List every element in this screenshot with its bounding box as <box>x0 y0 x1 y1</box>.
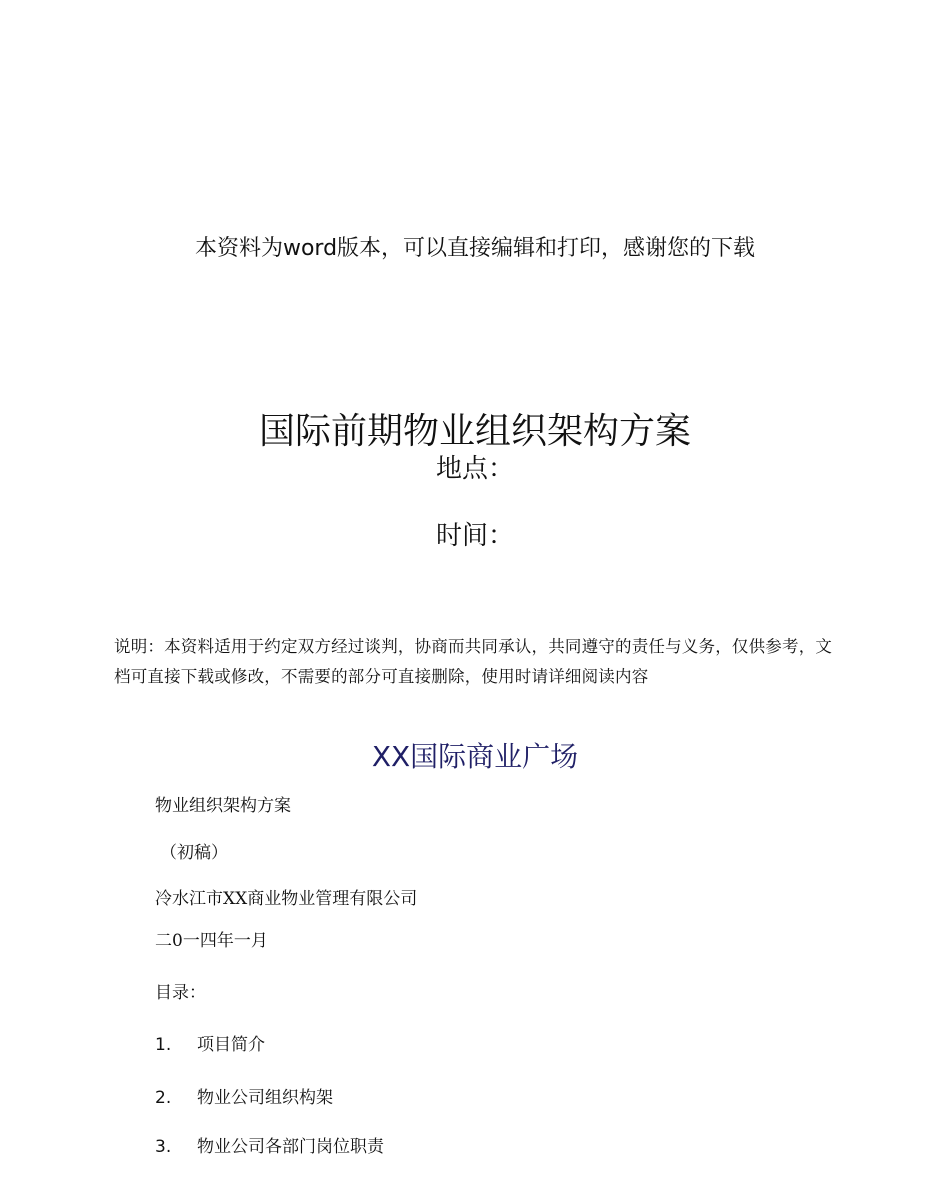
toc-item-number: 3. <box>155 1137 172 1157</box>
toc-label: 目录： <box>155 983 206 1003</box>
toc-item-text: 物业公司各部门岗位职责 <box>197 1137 384 1157</box>
download-notice: 本资料为word版本，可以直接编辑和打印，感谢您的下载 <box>194 236 756 261</box>
document-name-line: 物业组织架构方案 <box>155 796 291 816</box>
draft-label: （初稿） <box>160 843 228 863</box>
toc-item <box>155 1085 333 1111</box>
toc-item-text: 项目简介 <box>197 1035 265 1055</box>
toc-item-text: 物业公司组织构架 <box>197 1088 333 1108</box>
toc-item <box>155 1032 265 1058</box>
disclaimer-paragraph: 说明：本资料适用于约定双方经过谈判，协商而共同承认，共同遵守的责任与义务，仅供参考，文档可直接下载或修改，不需要的部分可直接删除，使用时请详细阅读内容 <box>114 637 833 686</box>
document-title: 国际前期物业组织架构方案 <box>258 411 691 452</box>
toc-item-number: 1. <box>155 1035 172 1055</box>
time-label: 时间： <box>435 521 514 551</box>
company-name-line: 冷水江市XX商业物业管理有限公司 <box>155 889 418 909</box>
toc-item-number: 2. <box>155 1088 172 1108</box>
company-heading: XX国际商业广场 <box>371 740 579 773</box>
location-label: 地点： <box>435 454 514 484</box>
date-line: 二0一四年一月 <box>155 931 268 951</box>
toc-item <box>155 1134 384 1160</box>
